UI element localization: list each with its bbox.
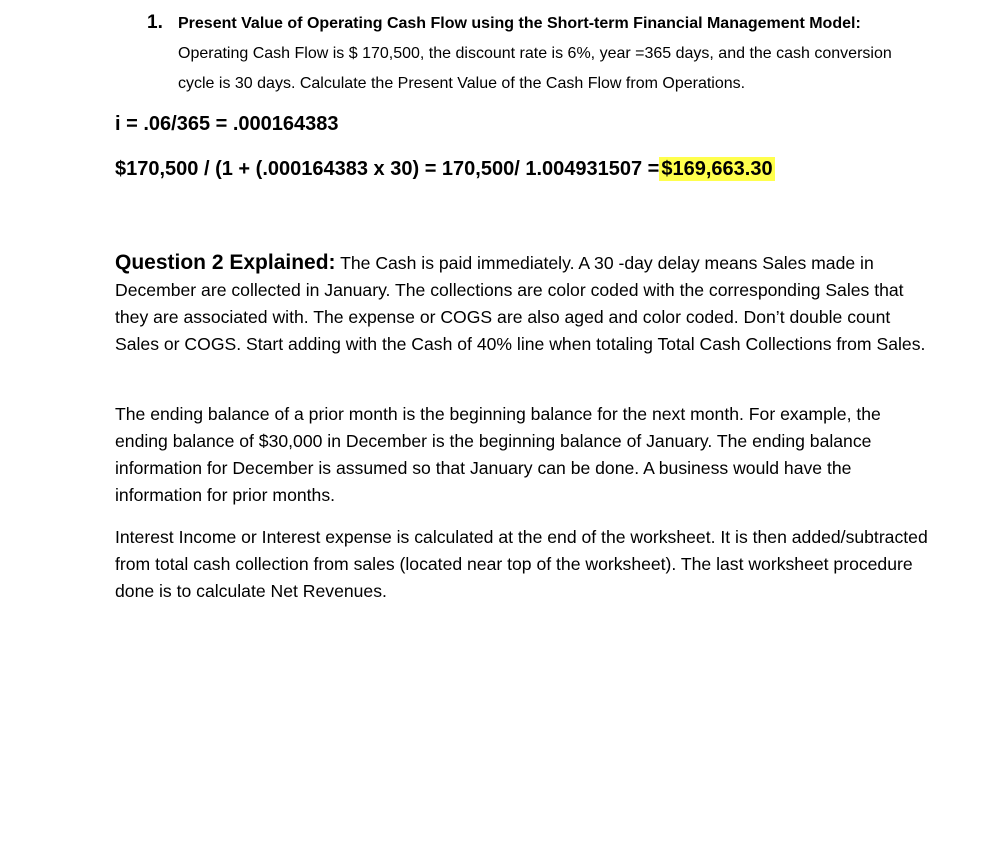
question-2-paragraph-1 [115,249,937,358]
question-1-title: Present Value of Operating Cash Flow using the Short-term Financial Management Model: [178,15,861,32]
question-2-heading: Question 2 Explained: [115,251,336,274]
present-value-calculation: $170,500 / (1 + (.000164383 x 30) = 170,500/ 1.004931507 = [115,158,660,180]
question-2-paragraph-3: Interest Income or Interest expense is calculated at the end of the worksheet. It is then added/subtracted from total cash collection from sales (located near top of the worksheet). The last worksheet procedure done is to calculate Net Revenues. [115,527,928,601]
present-value-equation [115,158,775,181]
rate-equation: i = .06/365 = .000164383 [115,113,339,135]
question-2-text-1: The Cash is paid immediately. A 30 -day delay means Sales made in December are collected in January. The collections are color coded with the corresponding Sales that they are associated with. The expense or COGS are also aged and color coded. Don’t double count Sales or COGS. Start adding with the Cash of 40% line when totaling Total Cash Collections from Sales. [115,253,926,354]
question-1-body: Operating Cash Flow is $ 170,500, the discount rate is 6%, year =365 days, and the cash conversion cycle is 30 days. Calculate the Present Value of the Cash Flow from Operations. [178,45,892,92]
present-value-result: $169,663.30 [661,158,773,180]
question-2-paragraph-2: The ending balance of a prior month is the beginning balance for the next month. For example, the ending balance of $30,000 in December is the beginning balance of January. The ending balance information for December is assumed so that January can be done. A business would have the information for prior months. [115,404,881,505]
question-1-number: 1. [147,12,163,33]
